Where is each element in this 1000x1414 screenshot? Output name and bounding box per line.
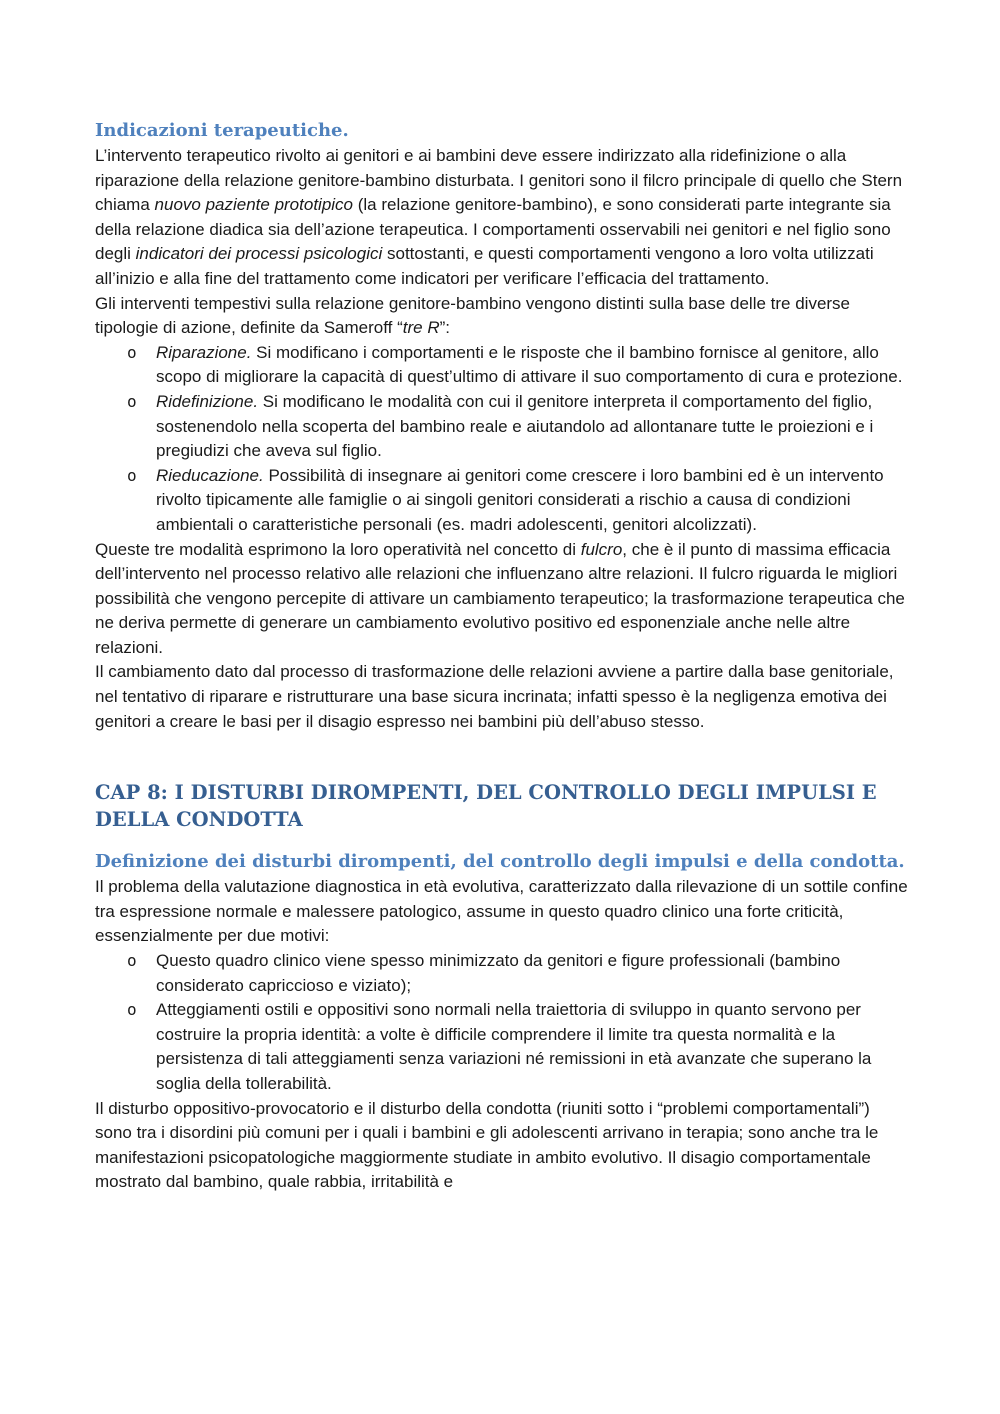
text-run: (la relazione genitore-bambino), e sono considerati parte integrante sia della relazione diadica sia dell’azione terapeutica. I comportamenti osservabili nei genitori e nel figlio sono degli [95,195,891,264]
section-heading-definizione: Definizione dei disturbi dirompenti, del controllo degli impulsi e della condotta. [95,851,905,873]
list-item-text: Atteggiamenti ostili e oppositivi sono normali nella traiettoria di sviluppo in quanto servono per costruire la propria identità: a volte è difficile comprendere il limite tra questa normalità e la persistenza di tali atteggiamenti senza variazioni né remissioni in età avanzate che superano la soglia della tollerabilità. [156,1000,872,1093]
text-run: , che è il punto di massima efficacia dell’intervento nel processo relativo alle relazioni che influenzano altre relazioni. Il fulcro riguarda le migliori possibilità che vengono percepite di attivare un cambiamento terapeutico; la trasformazione terapeutica che ne deriva permette di generare un cambiamento evolutivo positivo ed esponenziale anche nelle altre relazioni. [95,539,905,657]
text-run: sottostanti, e questi comportamenti vengono a loro volta utilizzati all’inizio e alla fine del trattamento come indicatori per verificare l’efficacia del trattamento. [95,244,874,288]
paragraph-cambiamento: Il cambiamento dato dal processo di trasformazione delle relazioni avviene a partire dalla base genitoriale, nel tentativo di riparare e ristrutturare una base sicura incrinata; infatti spesso è la negligenza emotiva dei genitori a creare le basi per il disagio espresso nei bambini più dell’abuso stesso. [95,662,894,731]
text-run: Gli interventi tempestivi sulla relazione genitore-bambino vengono distinti sulla base delle tre diverse tipologie di azione, definite da Sameroff “ [95,293,851,338]
text-run: Queste tre modalità esprimono la loro operatività nel concetto di [95,539,581,559]
paragraph-fulcro [95,538,910,661]
bullet-marker: o [127,465,137,485]
list-tre-r [95,341,910,538]
text-run: L’intervento terapeutico rivolto ai genitori e ai bambini deve essere indirizzato alla ridefinizione o alla riparazione della relazione genitore-bambino disturbata. I genitori sono il filcro principale di quello che Stern chiama [95,146,903,215]
document-page [95,118,910,1195]
list-item [95,464,910,538]
list-item-text: Questo quadro clinico viene spesso minimizzato da genitori e figure professionali (bambino considerato capriccioso e viziato); [156,951,841,995]
list-item [95,390,910,464]
bullet-marker: o [127,342,137,362]
list-item-text: Si modificano i comportamenti e le risposte che il bambino fornisce al genitore, allo scopo di migliorare la capacità di quest’ultimo di attivare il suo comportamento di cura e protezione. [156,342,903,387]
paragraph-valutazione: Il problema della valutazione diagnostica in età evolutiva, caratterizzato dalla rilevazione di un sottile confine tra espressione normale e malessere patologico, assume in questo quadro clinico una forte criticità, essenzialmente per due motivi: [95,877,908,946]
bullet-marker: o [127,391,137,411]
text-run: ”: [439,318,451,338]
italic-term: nuovo paziente prototipico [154,195,354,215]
list-item-term: Rieducazione. [156,465,264,485]
list-item-term: Riparazione. [156,342,252,362]
list-item [95,998,910,1096]
list-item-text: Possibilità di insegnare ai genitori come crescere i loro bambini ed è un intervento rivolto tipicamente alle famiglie o ai singoli genitori considerati a rischio a causa di condizioni ambientali o caratteristiche personali (es. madri adolescenti, genitori alcolizzati). [156,465,884,534]
bullet-marker: o [127,951,137,971]
italic-term: tre R [402,318,440,338]
italic-term: indicatori dei processi psicologici [135,244,383,264]
paragraph-interventi-tempestivi [95,292,910,341]
chapter-heading: CAP 8: I DISTURBI DIROMPENTI, DEL CONTROLLO DEGLI IMPULSI E DELLA CONDOTTA [95,781,877,832]
section-heading-indicazioni: Indicazioni terapeutiche. [95,120,349,141]
list-item [95,341,910,390]
list-item-term: Ridefinizione. [156,391,259,411]
paragraph-disturbo-oppositivo: Il disturbo oppositivo-provocatorio e il disturbo della condotta (riuniti sotto i “problemi comportamentali”) sono tra i disordini più comuni per i quali i bambini e gli adolescenti arrivano in terapia; sono anche tra le manifestazioni psicopatologiche maggiormente studiate in ambito evolutivo. Il disagio comportamentale mostrato dal bambino, quale rabbia, irritabilità e [95,1098,879,1192]
italic-term: fulcro [580,539,623,559]
list-item-text: Si modificano le modalità con cui il genitore interpreta il comportamento del figlio, sostenendolo nella scoperta del bambino reale e aiutandolo ad allontanare tutte le proiezioni e i pregiudizi che aveva sul figlio. [156,391,874,461]
list-item [95,949,910,998]
bullet-marker: o [127,1000,137,1020]
paragraph-intervento [95,144,910,292]
list-motivi [95,949,910,1097]
